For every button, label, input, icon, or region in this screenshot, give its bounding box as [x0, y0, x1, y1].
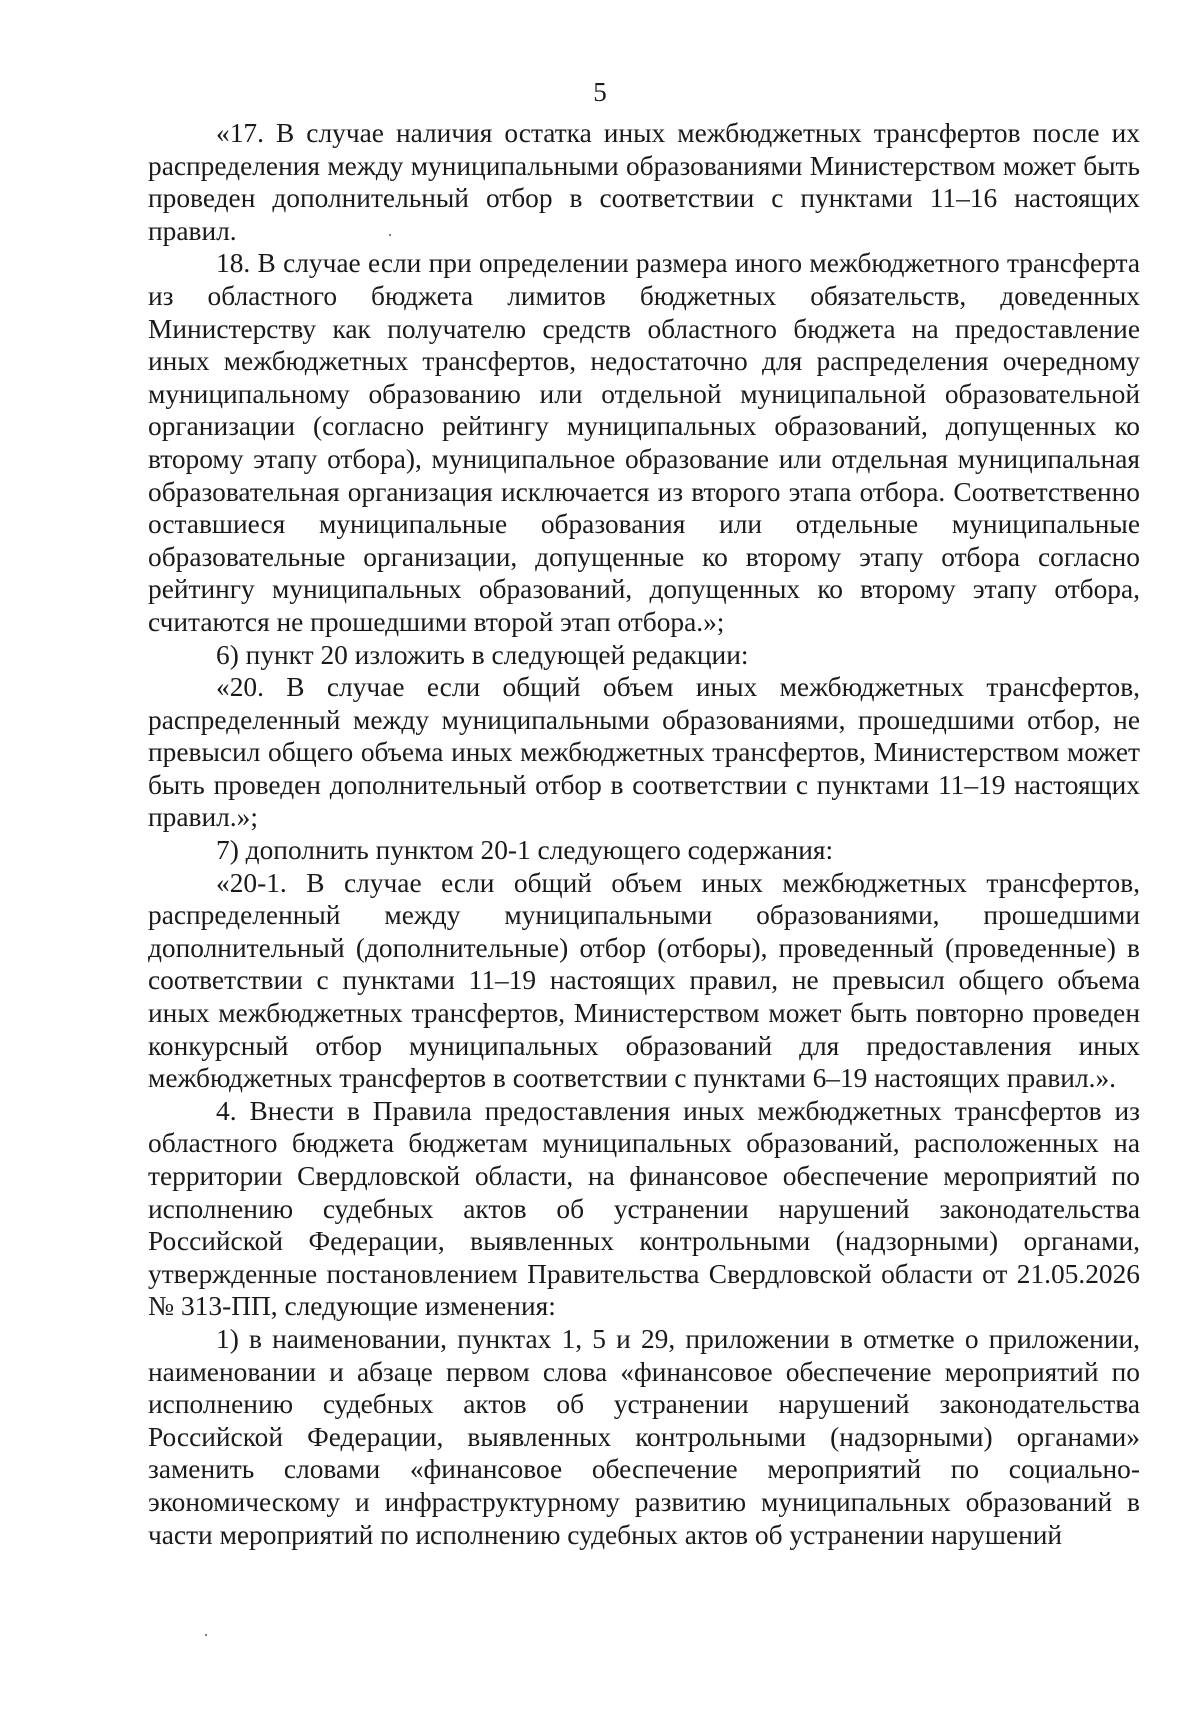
- paragraph-clause-17: «17. В случае наличия остатка иных межбюджетных трансфертов после их распределения между муниципальными образованиями Министерством может быть проведен дополнительный отбор в соответствии с пунктами 11–16 настоящих правил.: [148, 118, 1140, 246]
- paragraph-section-4: 4. Внести в Правила предоставления иных межбюджетных трансфертов из областного бюджета бюджетам муниципальных образований, расположенных на территории Свердловской области, на финансовое обеспечение мероприятий по исполнению судебных актов об устранении нарушений законодательства Российской Федерации, выявленных контрольными (надзорными) органами, утвержденные постановлением Правительства Свердловской области от 21.05.2026 № 313-ПП, следующие изменения:: [148, 1095, 1140, 1322]
- paragraph-item-1: 1) в наименовании, пунктах 1, 5 и 29, приложении в отметке о приложении, наименовании и абзаце первом слова «финансовое обеспечение мероприятий по исполнению судебных актов об устранении нарушений законодательства Российской Федерации, выявленных контрольными (надзорными) органами» заменить словами «финансовое обеспечение мероприятий по социально-экономическому и инфраструктурному развитию муниципальных образований в части мероприятий по исполнению судебных актов об устранении нарушений: [148, 1323, 1140, 1550]
- scan-artifact-dot: [205, 1634, 207, 1636]
- paragraph-clause-20-1: «20-1. В случае если общий объем иных межбюджетных трансфертов, распределенный между муниципальными образованиями, прошедшими дополнительный (дополнительные) отбор (отборы), проведенный (проведенные) в соответствии с пунктами 11–19 настоящих правил, не превысил общего объема иных межбюджетных трансфертов, Министерством может быть повторно проведен конкурсный отбор муниципальных образований для предоставления иных межбюджетных трансфертов в соответствии с пунктами 6–19 настоящих правил.».: [148, 867, 1140, 1094]
- document-body: [148, 117, 1140, 1551]
- page-number: 5: [593, 77, 607, 107]
- scan-artifact-dot: [389, 234, 391, 236]
- paragraph-clause-18: 18. В случае если при определении размера иного межбюджетного трансферта из областного бюджета лимитов бюджетных обязательств, доведенных Министерству как получателю средств областного бюджета на предоставление иных межбюджетных трансфертов, недостаточно для распределения очередному муниципальному образованию или отдельной муниципальной образовательной организации (согласно рейтингу муниципальных образований, допущенных ко второму этапу отбора), муниципальное образование или отдельная муниципальная образовательная организация исключается из второго этапа отбора. Соответственно оставшиеся муниципальные образования или отдельные муниципальные образовательные организации, допущенные ко второму этапу отбора согласно рейтингу муниципальных образований, допущенных ко второму этапу отбора, считаются не прошедшими второй этап отбора.»;: [148, 248, 1140, 637]
- paragraph-item-7: 7) дополнить пунктом 20-1 следующего содержания:: [216, 835, 834, 866]
- paragraph-item-6: 6) пункт 20 изложить в следующей редакции:: [216, 639, 749, 670]
- paragraph-clause-20: «20. В случае если общий объем иных межбюджетных трансфертов, распределенный между муниципальными образованиями, прошедшими отбор, не превысил общего объема иных межбюджетных трансфертов, Министерством может быть проведен дополнительный отбор в соответствии с пунктами 11–19 настоящих правил.»;: [148, 672, 1140, 833]
